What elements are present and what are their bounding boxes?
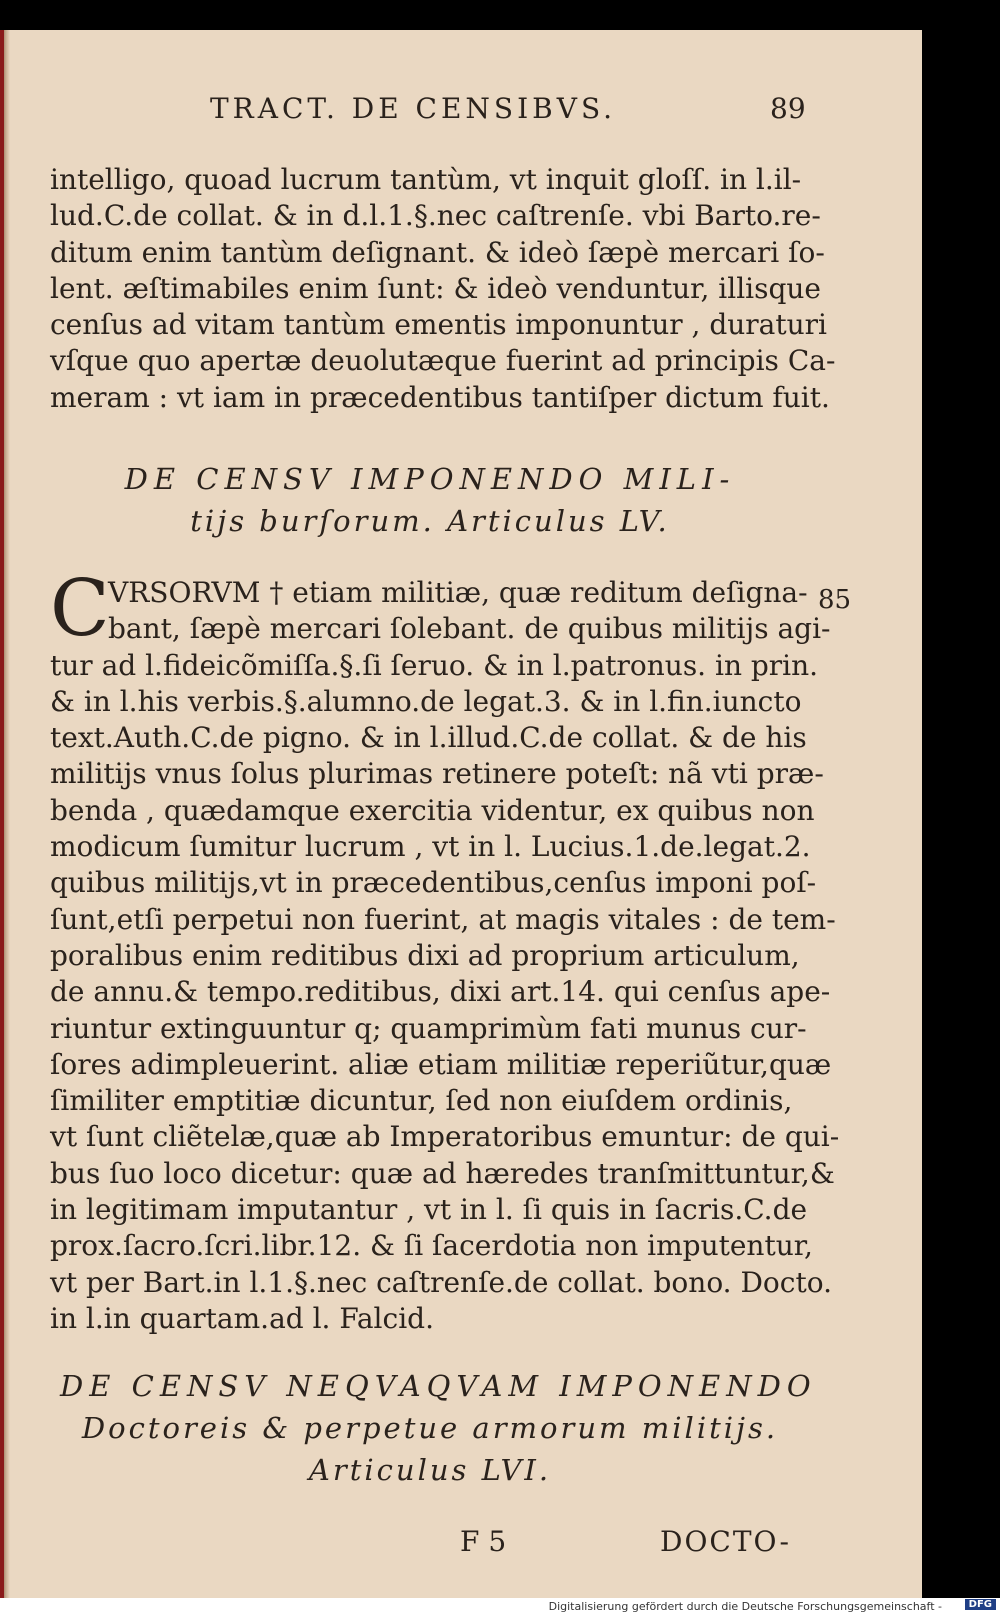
catchword: DOCTO-: [660, 1525, 791, 1558]
red-edge: [0, 30, 4, 1598]
book-page: [0, 30, 922, 1598]
text-line: lud.C.de collat. & in d.l.1.§.nec caſtrenſe. vbi Barto.re-: [50, 199, 821, 233]
text-line: ſores adimpleuerint. aliæ etiam militiæ reperiũtur,quæ: [50, 1047, 832, 1081]
text-line: prox.ſacro.ſcri.libr.12. & ſi ſacerdotia non imputentur,: [50, 1229, 813, 1263]
text-line: VRSORVM † etiam militiæ, quæ reditum deſigna-: [108, 576, 808, 609]
text-line: modicum ſumitur lucrum , vt in l. Lucius.1.de.legat.2.: [50, 830, 811, 864]
text-line: bus ſuo loco dicetur: quæ ad hæredes tranſmittuntur,&: [50, 1156, 835, 1190]
heading-line: Doctoreis & perpetue armorum militijs.: [81, 1411, 779, 1445]
heading-line: DE CENSV NEQVAQVAM IMPONENDO: [60, 1369, 817, 1403]
text-line: militijs vnus ſolus plurimas retinere poteſt: nã vti præ-: [50, 757, 824, 791]
text-line: tur ad l.fideicõmiſſa.§.ſi ſeruo. & in l.patronus. in prin.: [50, 648, 819, 682]
text-line: de annu.& tempo.reditibus, dixi art.14. qui cenſus ape-: [50, 975, 831, 1009]
heading-line: DE CENSV IMPONENDO MILI-: [124, 462, 736, 496]
running-head: TRACT. DE CENSIBVS.: [210, 92, 617, 125]
article-heading-1: [60, 458, 800, 542]
page-number: 89: [770, 92, 806, 125]
funding-credit: Digitalisierung gefördert durch die Deutsche Forschungsgemeinschaft -: [548, 1600, 942, 1613]
text-line: lent. æſtimabiles enim ſunt: & ideò venduntur, illisque: [50, 271, 821, 305]
text-line: vt ſunt cliẽtelæ,quæ ab Imperatoribus emuntur: de qui-: [50, 1120, 840, 1154]
text-line: riuntur extinguuntur q; quamprimùm fati munus cur-: [50, 1011, 807, 1045]
text-line: intelligo, quoad lucrum tantùm, vt inquit gloſſ. in l.il-: [50, 163, 802, 196]
drop-capital: C: [50, 564, 110, 654]
text-line: ſunt,etſi perpetui non fuerint, at magis vitales : de tem-: [50, 902, 836, 936]
heading-line: Articulus LVI.: [308, 1453, 552, 1487]
signature-mark: F 5: [460, 1525, 507, 1558]
paragraph-1: [50, 162, 836, 380]
text-line: cenſus ad vitam tantùm ementis imponuntur , duraturi: [50, 308, 827, 342]
text-line: text.Auth.C.de pigno. & in l.illud.C.de collat. & de his: [50, 721, 807, 755]
article-heading-2: [60, 1365, 817, 1491]
text-line: & in l.his verbis.§.alumno.de legat.3. & in l.fin.iuncto: [50, 684, 802, 718]
dfg-logo: DFG: [965, 1599, 996, 1610]
text-line: in legitimam imputantur , vt in l. ſi quis in ſacris.C.de: [50, 1193, 808, 1227]
digitization-footer: [0, 1598, 1000, 1615]
text-line: benda , quædamque exercitia videntur, ex quibus non: [50, 793, 815, 827]
text-line: poralibus enim reditibus dixi ad proprium articulum,: [50, 938, 800, 972]
paragraph-1-last-line: meram : vt iam in præcedentibus tantiſper dictum fuit.: [50, 381, 830, 414]
margin-note: 85: [818, 585, 852, 615]
text-line: bant, ſæpè mercari ſolebant. de quibus militijs agi-: [108, 612, 831, 646]
paragraph-2-last-line: in l.in quartam.ad l. Falcid.: [50, 1302, 434, 1335]
text-line: quibus militijs,vt in præcedentibus,cenſus imponi poſ-: [50, 866, 817, 900]
text-line: vſque quo apertæ deuolutæque fuerint ad principis Ca-: [50, 344, 836, 378]
text-line: ſimiliter emptitiæ dicuntur, ſed non eiuſdem ordinis,: [50, 1084, 793, 1118]
text-line: vt per Bart.in l.1.§.nec caſtrenſe.de collat. bono. Docto.: [50, 1265, 832, 1299]
text-line: ditum enim tantùm deſignant. & ideò ſæpè mercari ſo-: [50, 235, 825, 269]
heading-line: tijs burſorum. Articulus LV.: [190, 504, 670, 538]
